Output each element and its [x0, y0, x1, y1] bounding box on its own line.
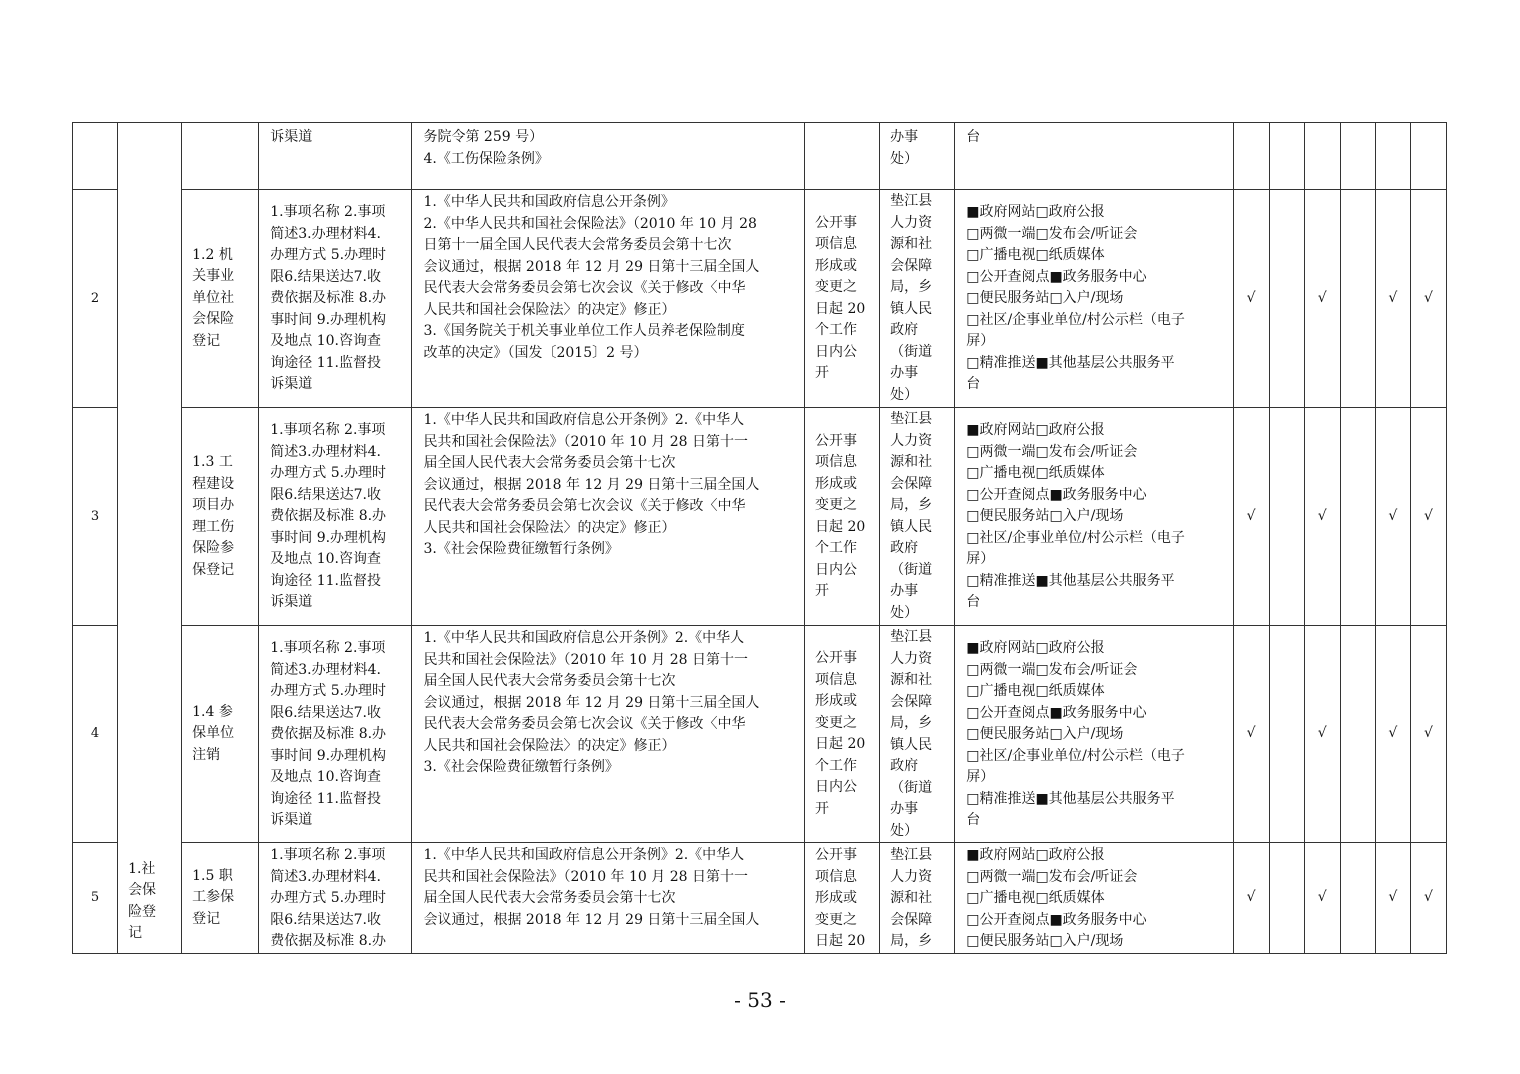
table-row — [73, 408, 1447, 626]
public-subject: 垫江县 人力资 源和社 会保障 局，乡 — [880, 843, 955, 954]
item-name: 1.5 职 工参保 登记 — [182, 843, 259, 954]
check-cell — [1269, 123, 1304, 190]
public-subject: 办事 处） — [880, 123, 955, 190]
check-cell: √ — [1410, 190, 1446, 408]
public-basis: 1.《中华人民共和国政府信息公开条例》2.《中华人 民共和国社会保险法》（2010 年 10 月 28 日第十一 届全国人民代表大会常务委员会第十七次 会议通过，根据 2018 年 12 月 29 日第十三届全国人 民代表大会常务委员会第七次会议《关于修改〈中华 人民共和国社会保险法〉的决定》修正） 3.《社会保险费征缴暂行条例》 — [412, 408, 805, 626]
public-subject: 垫江县 人力资 源和社 会保障 局，乡 镇人民 政府 （街道 办事 处） — [880, 626, 955, 843]
check-cell: √ — [1375, 626, 1410, 843]
public-content: 1.事项名称 2.事项 简述3.办理材料4. 办理方式 5.办理时 限6.结果送达7.收 费依据及标准 8.办 事时间 9.办理机构 及地点 10.咨询查 询途径 11.监督投 诉渠道 — [259, 190, 412, 408]
row-number — [73, 123, 118, 190]
check-cell — [1340, 626, 1375, 843]
check-cell: √ — [1304, 626, 1340, 843]
public-content: 1.事项名称 2.事项 简述3.办理材料4. 办理方式 5.办理时 限6.结果送达7.收 费依据及标准 8.办 事时间 9.办理机构 及地点 10.咨询查 询途径 11.监督投 诉渠道 — [259, 408, 412, 626]
check-cell — [1340, 123, 1375, 190]
row-number: 5 — [73, 843, 118, 954]
public-time: 公开事 项信息 形成或 变更之 日起 20 个工作 日内公 开 — [805, 190, 880, 408]
public-content: 1.事项名称 2.事项 简述3.办理材料4. 办理方式 5.办理时 限6.结果送达7.收 费依据及标准 8.办 — [259, 843, 412, 954]
check-cell — [1304, 123, 1340, 190]
public-content: 诉渠道 — [259, 123, 412, 190]
public-basis: 务院令第 259 号） 4.《工伤保险条例》 — [412, 123, 805, 190]
check-cell: √ — [1410, 626, 1446, 843]
public-basis: 1.《中华人民共和国政府信息公开条例》 2.《中华人民共和国社会保险法》（2010 年 10 月 28 日第十一届全国人民代表大会常务委员会第十七次 会议通过，根据 2018 年 12 月 29 日第十三届全国人 民代表大会常务委员会第七次会议《关于修改〈中华 人民共和国社会保险法〉的决定》修正） 3.《国务院关于机关事业单位工作人员养老保险制度 改革的决定》（国发〔2015〕2 号） — [412, 190, 805, 408]
public-subject: 垫江县 人力资 源和社 会保障 局，乡 镇人民 政府 （街道 办事 处） — [880, 190, 955, 408]
item-name: 1.2 机 关事业 单位社 会保险 登记 — [182, 190, 259, 408]
check-cell — [1269, 843, 1304, 954]
check-cell: √ — [1304, 408, 1340, 626]
public-subject: 垫江县 人力资 源和社 会保障 局，乡 镇人民 政府 （街道 办事 处） — [880, 408, 955, 626]
page-number: - 53 - — [734, 988, 786, 1012]
table-row — [73, 843, 1447, 954]
item-name — [182, 123, 259, 190]
check-cell: √ — [1233, 626, 1269, 843]
public-channel: ■政府网站□政府公报 □两微一端□发布会/听证会 □广播电视□纸质媒体 □公开查阅点■政务服务中心 □便民服务站□入户/现场 □社区/企事业单位/村公示栏（电子 屏） □精准推送■其他基层公共服务平 台 — [955, 408, 1233, 626]
check-cell: √ — [1233, 190, 1269, 408]
public-time — [805, 123, 880, 190]
public-time: 公开事 项信息 形成或 变更之 日起 20 个工作 日内公 开 — [805, 626, 880, 843]
check-cell: √ — [1375, 843, 1410, 954]
check-cell — [1340, 843, 1375, 954]
check-cell: √ — [1375, 408, 1410, 626]
check-cell — [1269, 190, 1304, 408]
check-cell — [1375, 123, 1410, 190]
check-cell: √ — [1233, 408, 1269, 626]
check-cell: √ — [1304, 190, 1340, 408]
row-number: 3 — [73, 408, 118, 626]
public-time: 公开事 项信息 形成或 变更之 日起 20 — [805, 843, 880, 954]
public-content: 1.事项名称 2.事项 简述3.办理材料4. 办理方式 5.办理时 限6.结果送达7.收 费依据及标准 8.办 事时间 9.办理机构 及地点 10.咨询查 询途径 11.监督投 诉渠道 — [259, 626, 412, 843]
public-channel: ■政府网站□政府公报 □两微一端□发布会/听证会 □广播电视□纸质媒体 □公开查阅点■政务服务中心 □便民服务站□入户/现场 □社区/企事业单位/村公示栏（电子 屏） □精准推送■其他基层公共服务平 台 — [955, 190, 1233, 408]
check-cell — [1340, 190, 1375, 408]
row-number: 2 — [73, 190, 118, 408]
row-number: 4 — [73, 626, 118, 843]
item-name: 1.3 工 程建设 项目办 理工伤 保险参 保登记 — [182, 408, 259, 626]
check-cell — [1269, 626, 1304, 843]
public-basis: 1.《中华人民共和国政府信息公开条例》2.《中华人 民共和国社会保险法》（2010 年 10 月 28 日第十一 届全国人民代表大会常务委员会第十七次 会议通过，根据 2018 年 12 月 29 日第十三届全国人 — [412, 843, 805, 954]
check-cell — [1269, 408, 1304, 626]
check-cell: √ — [1410, 843, 1446, 954]
check-cell: √ — [1233, 843, 1269, 954]
item-name: 1.4 参 保单位 注销 — [182, 626, 259, 843]
table-row — [73, 190, 1447, 408]
category-cell: 1.社 会保 险登 记 — [118, 123, 182, 954]
check-cell — [1340, 408, 1375, 626]
public-channel: 台 — [955, 123, 1233, 190]
table-row — [73, 123, 1447, 190]
public-time: 公开事 项信息 形成或 变更之 日起 20 个工作 日内公 开 — [805, 408, 880, 626]
table-row — [73, 626, 1447, 843]
check-cell: √ — [1410, 408, 1446, 626]
public-basis: 1.《中华人民共和国政府信息公开条例》2.《中华人 民共和国社会保险法》（2010 年 10 月 28 日第十一 届全国人民代表大会常务委员会第十七次 会议通过，根据 2018 年 12 月 29 日第十三届全国人 民代表大会常务委员会第七次会议《关于修改〈中华 人民共和国社会保险法〉的决定》修正） 3.《社会保险费征缴暂行条例》 — [412, 626, 805, 843]
public-channel: ■政府网站□政府公报 □两微一端□发布会/听证会 □广播电视□纸质媒体 □公开查阅点■政务服务中心 □便民服务站□入户/现场 — [955, 843, 1233, 954]
public-channel: ■政府网站□政府公报 □两微一端□发布会/听证会 □广播电视□纸质媒体 □公开查阅点■政务服务中心 □便民服务站□入户/现场 □社区/企事业单位/村公示栏（电子 屏） □精准推送■其他基层公共服务平 台 — [955, 626, 1233, 843]
check-cell — [1410, 123, 1446, 190]
check-cell — [1233, 123, 1269, 190]
disclosure-table — [72, 122, 1447, 954]
check-cell: √ — [1375, 190, 1410, 408]
check-cell: √ — [1304, 843, 1340, 954]
